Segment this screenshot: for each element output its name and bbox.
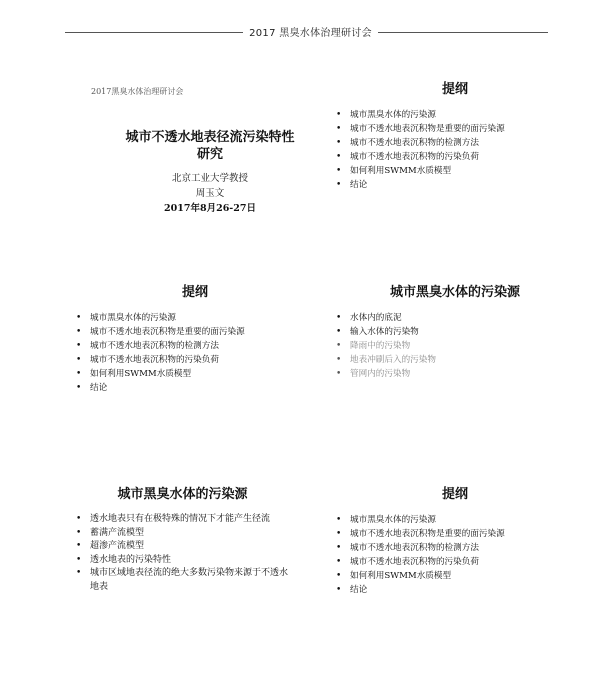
list-item: • 降雨中的污染物: [336, 339, 580, 353]
list-item: • 城市黑臭水体的污染源: [76, 311, 320, 325]
slide-title: 城市黑臭水体的污染源: [389, 285, 520, 300]
list-item: • 如何利用SWMM水质模型: [76, 367, 320, 381]
outline-list: [70, 311, 320, 395]
page-header: [0, 24, 600, 42]
source-list: [70, 513, 295, 594]
slide-outline-2: [70, 285, 320, 395]
outline-list: [330, 108, 580, 192]
list-item: • 城市不透水地表沉积物的污染负荷: [336, 555, 580, 569]
cover-title-line2: 研究: [196, 147, 223, 162]
slide-cover: [85, 86, 335, 216]
slide-title: 提纲: [441, 487, 468, 502]
list-item: • 透水地表只有在极特殊的情况下才能产生径流: [76, 513, 295, 527]
slide-pollution-sources-1: [330, 285, 580, 381]
list-item: • 城市黑臭水体的污染源: [336, 513, 580, 527]
list-item: • 结论: [336, 178, 580, 192]
list-item: • 城市不透水地表沉积物是重要的面污染源: [76, 325, 320, 339]
list-item: • 城市不透水地表沉积物的检测方法: [336, 541, 580, 555]
slide-title: 提纲: [181, 285, 208, 300]
list-item: • 城市不透水地表沉积物的污染负荷: [76, 353, 320, 367]
list-item: • 城市不透水地表沉积物的污染负荷: [336, 150, 580, 164]
header-rule-right: [378, 32, 548, 33]
slide-title: 城市黑臭水体的污染源: [117, 487, 248, 502]
list-item: • 结论: [336, 583, 580, 597]
conference-label: 2017黑臭水体治理研讨会: [91, 87, 184, 96]
outline-list: [330, 513, 580, 597]
list-item: • 水体内的底泥: [336, 311, 580, 325]
list-item: • 城市不透水地表沉积物的检测方法: [76, 339, 320, 353]
author-org: 北京工业大学教授: [171, 173, 248, 184]
slide-outline-3: [330, 487, 580, 597]
list-item: • 城市不透水地表沉积物的检测方法: [336, 136, 580, 150]
cover-title: [85, 129, 335, 163]
list-item: • 蓄满产流模型: [76, 527, 295, 541]
header-rule-left: [65, 32, 243, 33]
list-item: • 透水地表的污染特性: [76, 554, 295, 568]
list-item: • 城市不透水地表沉积物是重要的面污染源: [336, 527, 580, 541]
author-name: 周玉文: [195, 188, 225, 199]
slide-pollution-sources-2: [70, 487, 295, 594]
list-item: • 如何利用SWMM水质模型: [336, 569, 580, 583]
list-item: • 结论: [76, 381, 320, 395]
list-item: • 超渗产流模型: [76, 540, 295, 554]
list-item: • 地表冲刷后入的污染物: [336, 353, 580, 367]
list-item: • 管网内的污染物: [336, 367, 580, 381]
header-title: 2017 黑臭水体治理研讨会: [249, 28, 372, 39]
list-item: • 如何利用SWMM水质模型: [336, 164, 580, 178]
cover-title-line1: 城市不透水地表径流污染特性: [125, 130, 295, 145]
source-list: [330, 311, 580, 381]
list-item: • 城市不透水地表沉积物是重要的面污染源: [336, 122, 580, 136]
slide-title: 提纲: [441, 82, 468, 97]
list-item: • 城市区域地表径流的绝大多数污染物来源于不透水地表: [76, 567, 295, 594]
slide-outline-1: [330, 82, 580, 192]
event-date: 2017年8月26-27日: [164, 203, 256, 214]
list-item: • 输入水体的污染物: [336, 325, 580, 339]
list-item: • 城市黑臭水体的污染源: [336, 108, 580, 122]
